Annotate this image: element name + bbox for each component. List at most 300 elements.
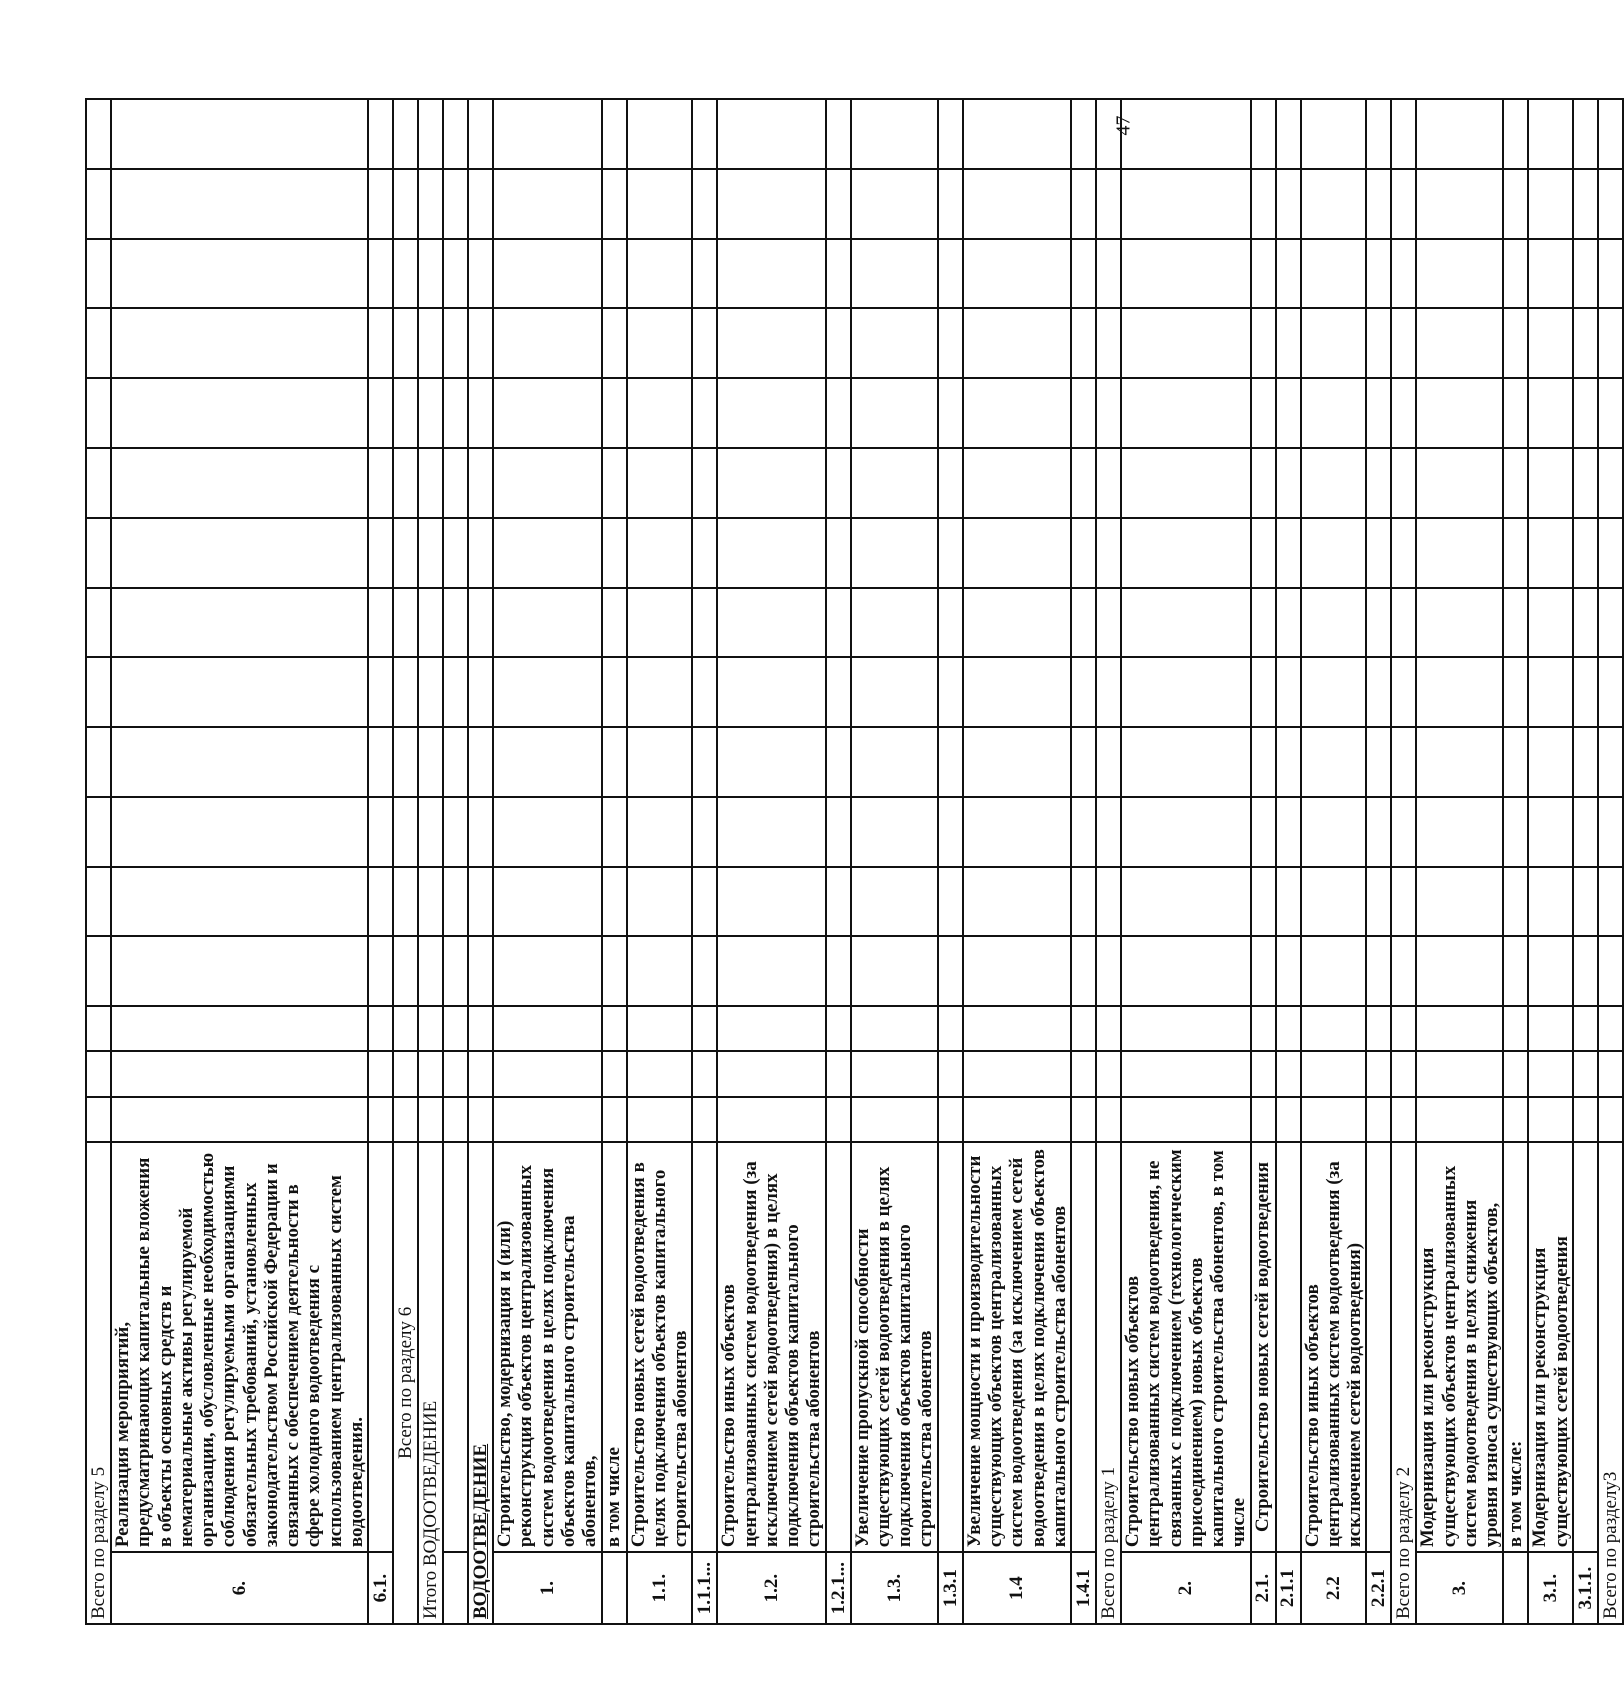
empty-value-cell — [493, 169, 601, 239]
empty-value-cell — [1528, 867, 1573, 937]
empty-value-cell — [468, 867, 493, 937]
empty-value-cell — [717, 1097, 825, 1142]
row-number-cell: 1.3. — [851, 1552, 938, 1624]
empty-value-cell — [1096, 518, 1121, 588]
empty-value-cell — [1071, 797, 1096, 867]
empty-value-cell — [1391, 657, 1416, 727]
empty-value-cell — [111, 169, 368, 239]
row-number-cell: 1. — [493, 1552, 601, 1624]
row-description-cell: Строительство, модернизация и (или) реконструкция объектов централизованных систем водоотведения в целях подключения объектов капитального строительства абонентов, — [493, 1142, 601, 1552]
empty-value-cell — [1573, 239, 1598, 309]
empty-value-cell — [443, 308, 468, 378]
empty-value-cell — [1251, 1051, 1276, 1096]
empty-value-cell — [1121, 308, 1251, 378]
empty-value-cell — [1503, 1006, 1528, 1051]
empty-value-cell — [1301, 727, 1367, 797]
empty-value-cell — [1598, 1006, 1623, 1051]
empty-value-cell — [938, 797, 963, 867]
empty-value-cell — [1366, 378, 1391, 448]
empty-value-cell — [938, 1097, 963, 1142]
empty-value-cell — [963, 1051, 1071, 1096]
empty-value-cell — [938, 867, 963, 937]
empty-value-cell — [1503, 588, 1528, 658]
empty-value-cell — [851, 657, 938, 727]
empty-value-cell — [1366, 1051, 1391, 1096]
empty-value-cell — [1121, 378, 1251, 448]
empty-value-cell — [493, 727, 601, 797]
empty-value-cell — [493, 448, 601, 518]
empty-value-cell — [1503, 936, 1528, 1006]
empty-value-cell — [1391, 378, 1416, 448]
empty-value-cell — [493, 1097, 601, 1142]
empty-value-cell — [1251, 657, 1276, 727]
empty-value-cell — [468, 448, 493, 518]
empty-value-cell — [1251, 727, 1276, 797]
empty-value-cell — [1276, 1097, 1301, 1142]
empty-value-cell — [86, 448, 111, 518]
empty-value-cell — [1528, 936, 1573, 1006]
table-row — [1598, 99, 1623, 1624]
table-row — [86, 99, 111, 1624]
empty-value-cell — [1598, 239, 1623, 309]
empty-value-cell — [1276, 588, 1301, 658]
empty-value-cell — [368, 1006, 393, 1051]
empty-value-cell — [1598, 169, 1623, 239]
table-row — [627, 99, 693, 1624]
empty-value-cell — [393, 1006, 418, 1051]
empty-value-cell — [627, 518, 693, 588]
table-row — [717, 99, 825, 1624]
empty-value-cell — [627, 867, 693, 937]
empty-value-cell — [1121, 588, 1251, 658]
empty-value-cell — [393, 448, 418, 518]
empty-value-cell — [418, 518, 443, 588]
empty-value-cell — [826, 239, 851, 309]
empty-value-cell — [1251, 239, 1276, 309]
empty-value-cell — [1121, 448, 1251, 518]
empty-value-cell — [1503, 518, 1528, 588]
row-number-cell: 2.1.1 — [1276, 1552, 1301, 1624]
empty-value-cell — [717, 308, 825, 378]
empty-value-cell — [692, 448, 717, 518]
empty-value-cell — [368, 867, 393, 937]
empty-value-cell — [393, 867, 418, 937]
empty-value-cell — [1391, 518, 1416, 588]
empty-value-cell — [851, 1097, 938, 1142]
empty-value-cell — [1121, 518, 1251, 588]
empty-value-cell — [393, 169, 418, 239]
empty-value-cell — [368, 1051, 393, 1096]
empty-value-cell — [1276, 378, 1301, 448]
empty-value-cell — [1528, 1097, 1573, 1142]
empty-value-cell — [493, 936, 601, 1006]
table-row — [1416, 99, 1503, 1624]
investment-program-table — [85, 98, 1624, 1625]
empty-value-cell — [393, 308, 418, 378]
empty-value-cell — [851, 936, 938, 1006]
empty-value-cell — [1096, 1006, 1121, 1051]
empty-value-cell — [692, 657, 717, 727]
empty-value-cell — [627, 169, 693, 239]
empty-value-cell — [368, 448, 393, 518]
empty-value-cell — [1301, 936, 1367, 1006]
table-row — [963, 99, 1071, 1624]
table-row — [1251, 99, 1276, 1624]
empty-value-cell — [1121, 797, 1251, 867]
empty-value-cell — [1503, 308, 1528, 378]
empty-value-cell — [111, 378, 368, 448]
empty-value-cell — [1598, 1097, 1623, 1142]
empty-value-cell — [1071, 1006, 1096, 1051]
row-number-cell: 2.1. — [1251, 1552, 1276, 1624]
row-number-cell: 3. — [1416, 1552, 1503, 1624]
table-row — [393, 99, 418, 1624]
empty-value-cell — [443, 169, 468, 239]
empty-value-cell — [938, 1006, 963, 1051]
empty-value-cell — [86, 99, 111, 169]
empty-value-cell — [717, 378, 825, 448]
row-number-cell: 2.2.1 — [1366, 1552, 1391, 1624]
empty-value-cell — [627, 308, 693, 378]
empty-value-cell — [963, 1097, 1071, 1142]
empty-value-cell — [393, 797, 418, 867]
empty-value-cell — [851, 308, 938, 378]
empty-value-cell — [826, 867, 851, 937]
empty-value-cell — [717, 1006, 825, 1051]
empty-value-cell — [627, 1006, 693, 1051]
empty-value-cell — [1121, 936, 1251, 1006]
empty-value-cell — [86, 239, 111, 309]
empty-value-cell — [86, 518, 111, 588]
empty-value-cell — [418, 448, 443, 518]
row-description-cell — [1276, 1142, 1301, 1552]
empty-value-cell — [468, 1097, 493, 1142]
empty-value-cell — [1071, 867, 1096, 937]
empty-value-cell — [1121, 239, 1251, 309]
empty-value-cell — [1276, 797, 1301, 867]
empty-value-cell — [443, 727, 468, 797]
empty-value-cell — [602, 936, 627, 1006]
empty-value-cell — [851, 448, 938, 518]
empty-value-cell — [1391, 588, 1416, 658]
empty-value-cell — [1573, 448, 1598, 518]
empty-value-cell — [963, 99, 1071, 169]
empty-value-cell — [1573, 378, 1598, 448]
empty-value-cell — [1071, 518, 1096, 588]
empty-value-cell — [368, 99, 393, 169]
table-row — [1301, 99, 1367, 1624]
empty-value-cell — [1301, 1006, 1367, 1051]
empty-value-cell — [1121, 727, 1251, 797]
empty-value-cell — [111, 239, 368, 309]
empty-value-cell — [368, 727, 393, 797]
empty-value-cell — [851, 797, 938, 867]
empty-value-cell — [1301, 1051, 1367, 1096]
empty-value-cell — [1573, 518, 1598, 588]
empty-value-cell — [418, 308, 443, 378]
empty-value-cell — [368, 588, 393, 658]
empty-value-cell — [938, 936, 963, 1006]
table-row — [1573, 99, 1598, 1624]
empty-value-cell — [443, 1006, 468, 1051]
row-number-cell: 1.1.1... — [692, 1552, 717, 1624]
empty-value-cell — [1503, 169, 1528, 239]
empty-value-cell — [393, 936, 418, 1006]
section-row-label: Итого ВОДООТВЕДЕНИЕ — [418, 1142, 443, 1624]
empty-value-cell — [443, 657, 468, 727]
empty-value-cell — [418, 657, 443, 727]
empty-value-cell — [1391, 797, 1416, 867]
empty-value-cell — [1071, 1097, 1096, 1142]
empty-value-cell — [1503, 378, 1528, 448]
empty-value-cell — [1301, 867, 1367, 937]
empty-value-cell — [1573, 936, 1598, 1006]
empty-value-cell — [443, 936, 468, 1006]
empty-value-cell — [1301, 308, 1367, 378]
row-description-cell: Модернизация или реконструкция существующих объектов централизованных систем водоотведения в целях снижения уровня износа существующих объектов, — [1416, 1142, 1503, 1552]
empty-value-cell — [86, 169, 111, 239]
table-row — [1528, 99, 1573, 1624]
row-description-cell: Увеличение пропускной способности существующих сетей водоотведения в целях подключения объектов капитального строительства абонентов — [851, 1142, 938, 1552]
empty-value-cell — [826, 588, 851, 658]
empty-value-cell — [1503, 727, 1528, 797]
empty-value-cell — [1503, 657, 1528, 727]
empty-value-cell — [86, 936, 111, 1006]
empty-value-cell — [963, 797, 1071, 867]
empty-value-cell — [717, 936, 825, 1006]
empty-value-cell — [1528, 797, 1573, 867]
empty-value-cell — [418, 867, 443, 937]
empty-value-cell — [1121, 1006, 1251, 1051]
empty-value-cell — [1096, 867, 1121, 937]
empty-value-cell — [368, 239, 393, 309]
empty-value-cell — [393, 1051, 418, 1096]
empty-value-cell — [1071, 308, 1096, 378]
empty-value-cell — [602, 378, 627, 448]
empty-value-cell — [468, 657, 493, 727]
empty-value-cell — [1121, 657, 1251, 727]
empty-value-cell — [963, 378, 1071, 448]
empty-value-cell — [602, 308, 627, 378]
empty-value-cell — [468, 169, 493, 239]
empty-value-cell — [1598, 588, 1623, 658]
empty-value-cell — [826, 169, 851, 239]
row-number-cell: 1.4.1 — [1071, 1552, 1096, 1624]
empty-value-cell — [692, 378, 717, 448]
empty-value-cell — [851, 867, 938, 937]
empty-value-cell — [86, 1051, 111, 1096]
empty-value-cell — [1071, 657, 1096, 727]
empty-value-cell — [1598, 657, 1623, 727]
table-row — [1391, 99, 1416, 1624]
empty-value-cell — [1416, 727, 1503, 797]
empty-value-cell — [1276, 169, 1301, 239]
empty-value-cell — [1276, 518, 1301, 588]
empty-value-cell — [418, 99, 443, 169]
empty-value-cell — [717, 169, 825, 239]
row-number-cell: 6.1. — [368, 1552, 393, 1624]
empty-value-cell — [1573, 797, 1598, 867]
row-number-cell: 6. — [111, 1552, 368, 1624]
empty-value-cell — [111, 657, 368, 727]
section-row-label: Всего по разделу 2 — [1391, 1142, 1416, 1624]
empty-value-cell — [1366, 518, 1391, 588]
row-number-cell: 1.3.1 — [938, 1552, 963, 1624]
section-row-label: Всего по разделу 6 — [393, 1142, 418, 1624]
empty-value-cell — [468, 378, 493, 448]
row-description-cell: Увеличение мощности и производительности существующих объектов централизованных систем водоотведения (за исключением сетей водоотведения в целях подключения объектов капитального строительства абонентов — [963, 1142, 1071, 1552]
empty-value-cell — [1598, 378, 1623, 448]
empty-value-cell — [1301, 169, 1367, 239]
empty-value-cell — [468, 1051, 493, 1096]
empty-value-cell — [86, 378, 111, 448]
empty-value-cell — [627, 588, 693, 658]
empty-value-cell — [1366, 797, 1391, 867]
empty-value-cell — [86, 1097, 111, 1142]
empty-value-cell — [826, 518, 851, 588]
table-row — [368, 99, 393, 1624]
empty-value-cell — [468, 797, 493, 867]
empty-value-cell — [111, 867, 368, 937]
table-row — [1121, 99, 1251, 1624]
empty-value-cell — [1121, 1097, 1251, 1142]
empty-value-cell — [493, 308, 601, 378]
empty-value-cell — [393, 99, 418, 169]
empty-value-cell — [418, 1006, 443, 1051]
empty-value-cell — [1276, 1051, 1301, 1096]
empty-value-cell — [851, 588, 938, 658]
empty-value-cell — [1071, 378, 1096, 448]
empty-value-cell — [393, 1097, 418, 1142]
empty-value-cell — [1121, 1051, 1251, 1096]
empty-value-cell — [938, 588, 963, 658]
empty-value-cell — [938, 518, 963, 588]
empty-value-cell — [1251, 797, 1276, 867]
empty-value-cell — [627, 378, 693, 448]
empty-value-cell — [938, 239, 963, 309]
empty-value-cell — [1416, 378, 1503, 448]
empty-value-cell — [1528, 1051, 1573, 1096]
empty-value-cell — [443, 378, 468, 448]
row-description-cell: Модернизация или реконструкция существующих сетей водоотведения — [1528, 1142, 1573, 1552]
empty-value-cell — [1121, 99, 1251, 169]
empty-value-cell — [86, 657, 111, 727]
empty-value-cell — [851, 1051, 938, 1096]
empty-value-cell — [1366, 169, 1391, 239]
table-row — [692, 99, 717, 1624]
empty-value-cell — [602, 448, 627, 518]
empty-value-cell — [86, 588, 111, 658]
empty-value-cell — [1301, 378, 1367, 448]
empty-value-cell — [1096, 448, 1121, 518]
empty-value-cell — [1503, 797, 1528, 867]
empty-value-cell — [1366, 936, 1391, 1006]
row-description-cell — [368, 1142, 393, 1552]
empty-value-cell — [1416, 448, 1503, 518]
empty-value-cell — [1503, 239, 1528, 309]
empty-value-cell — [826, 797, 851, 867]
empty-value-cell — [1251, 378, 1276, 448]
empty-value-cell — [602, 1006, 627, 1051]
empty-value-cell — [1096, 308, 1121, 378]
empty-value-cell — [1598, 1051, 1623, 1096]
row-number-cell — [1503, 1552, 1528, 1624]
empty-value-cell — [851, 169, 938, 239]
empty-value-cell — [418, 378, 443, 448]
empty-value-cell — [1366, 727, 1391, 797]
empty-value-cell — [938, 727, 963, 797]
empty-value-cell — [963, 727, 1071, 797]
table-row — [1071, 99, 1096, 1624]
empty-value-cell — [1071, 239, 1096, 309]
row-description-cell — [1071, 1142, 1096, 1552]
empty-value-cell — [692, 1006, 717, 1051]
empty-value-cell — [111, 308, 368, 378]
empty-value-cell — [443, 797, 468, 867]
table-row — [111, 99, 368, 1624]
empty-value-cell — [1096, 797, 1121, 867]
empty-value-cell — [963, 588, 1071, 658]
empty-value-cell — [1301, 588, 1367, 658]
empty-value-cell — [1301, 448, 1367, 518]
row-number-cell: 2.2 — [1301, 1552, 1367, 1624]
table-body — [86, 99, 1623, 1624]
empty-value-cell — [1366, 657, 1391, 727]
empty-value-cell — [1598, 797, 1623, 867]
empty-value-cell — [1416, 99, 1503, 169]
empty-value-cell — [1416, 1006, 1503, 1051]
empty-value-cell — [418, 727, 443, 797]
empty-value-cell — [963, 936, 1071, 1006]
empty-value-cell — [1301, 99, 1367, 169]
empty-value-cell — [468, 936, 493, 1006]
empty-value-cell — [938, 169, 963, 239]
empty-value-cell — [963, 657, 1071, 727]
empty-value-cell — [1528, 1006, 1573, 1051]
table-row — [493, 99, 601, 1624]
empty-value-cell — [826, 99, 851, 169]
table-row — [826, 99, 851, 1624]
empty-value-cell — [963, 239, 1071, 309]
empty-value-cell — [1276, 936, 1301, 1006]
empty-value-cell — [468, 727, 493, 797]
empty-value-cell — [826, 378, 851, 448]
table-row — [443, 99, 468, 1624]
empty-value-cell — [938, 657, 963, 727]
empty-value-cell — [1528, 378, 1573, 448]
empty-value-cell — [602, 867, 627, 937]
empty-value-cell — [602, 1051, 627, 1096]
empty-value-cell — [1391, 169, 1416, 239]
empty-value-cell — [1528, 588, 1573, 658]
empty-value-cell — [717, 797, 825, 867]
empty-value-cell — [443, 239, 468, 309]
empty-value-cell — [717, 239, 825, 309]
empty-value-cell — [1276, 657, 1301, 727]
empty-value-cell — [1366, 239, 1391, 309]
row-description-cell: Строительство новых сетей водоотведения — [1251, 1142, 1276, 1552]
empty-value-cell — [851, 378, 938, 448]
empty-value-cell — [468, 99, 493, 169]
empty-value-cell — [1391, 867, 1416, 937]
empty-value-cell — [86, 727, 111, 797]
empty-value-cell — [1251, 936, 1276, 1006]
empty-value-cell — [1598, 936, 1623, 1006]
empty-value-cell — [368, 936, 393, 1006]
empty-value-cell — [1528, 308, 1573, 378]
empty-value-cell — [1503, 99, 1528, 169]
empty-value-cell — [1366, 308, 1391, 378]
